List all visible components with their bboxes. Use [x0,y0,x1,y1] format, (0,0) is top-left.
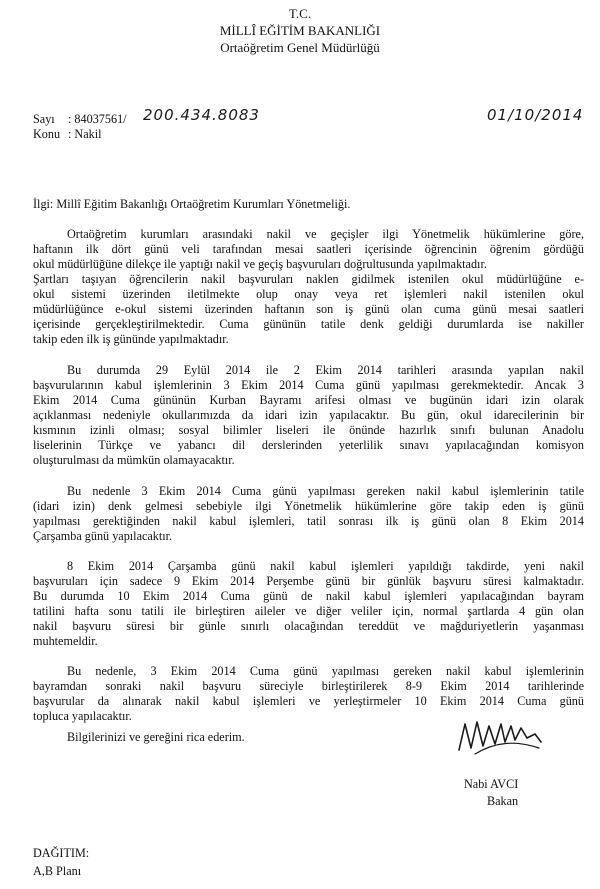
body-line: 8 Ekim 2014 Çarşamba günü nakil kabul işlemleri yapıldığı takdirde, yeni nakil [67,559,584,573]
body-line: Bu durumda 29 Eylül 2014 ile 2 Ekim 2014 tarihleri arasında yapılan nakil [67,363,584,377]
body-line: okul sistemi üzerinden iletilmekte olup onay veya ret işlemleri nakil istenilen okul [33,287,584,301]
body-line: Bu nedenle, 3 Ekim 2014 Cuma günü yapılması gereken nakil kabul işlemlerinin [67,664,584,678]
body-line: topluca yapılacaktır. [33,709,132,723]
header-directorate: Ortaöğretim Genel Müdürlüğü [220,40,380,55]
body-line: yapılması gerektiğinden nakil kabul işlemleri, tatil sonrası ilk iş günü olan 8 Ekim 2014 [33,514,584,528]
body-line: Bu nedenle 3 Ekim 2014 Cuma günü yapılması gereken nakil kabul işlemlerinin tatile [67,484,584,498]
distribution-label: DAĞITIM: [33,846,90,860]
body-line: içerisinde gerçekleştirilmektedir. Cuma gününün tatile denk geldiği durumlarda ise nakiller [33,317,584,331]
body-line: başvurular da alınarak nakil kabul işlemleri ve yerleştirmeler 10 Ekim 2014 Cuma günü [33,694,584,708]
body-line: Çarşamba günü yapılacaktır. [33,529,173,543]
konu-label: Konu [33,127,61,141]
sayi-handwritten-number: 200.434.8083 [143,106,260,124]
distribution-value: A,B Planı [33,864,82,878]
body-line: oluşturulması da mümkün olamayacaktır. [33,453,235,467]
body-line: Ekim 2014 Cuma gününün Kurban Bayramı arifesi olması ve bugünün idari izin olarak [33,393,584,407]
signatory-title: Bakan [487,794,519,808]
header-ministry: MİLLÎ EĞİTİM BAKANLIĞI [219,23,381,38]
body-line: açıklanması nedeniyle okullarımızda da idari izin yapılacaktır. Bu gün, okul idarecilerinin bir [33,408,584,422]
body-line: başvuruları için sadece 9 Ekim 2014 Perşembe günü bir günlük başvuru süresi kalmaktadır. [33,574,584,588]
sayi-prefix: : 84037561/ [68,112,127,126]
body-line: tatilini hafta sonu tatili ile birleştiren aileler ve diğer veliler için, normal şartlarda 4 gün olan [33,604,584,618]
body-line: takip eden ilk iş gününde yapılmaktadır. [33,332,229,346]
header-tc: T.C. [288,6,312,21]
body-line: nakil başvuru süresi bir günle sınırlı olacağından tereddüt ve mağduriyetlerin yaşanması [33,619,584,633]
signatory-name: Nabi AVCI [464,777,519,791]
body-line: muhtemeldir. [33,634,98,648]
sayi-label: Sayı [33,112,55,126]
body-line: haftanın ilk dört günü veli tarafından mesai saatleri içerisinde öğrencinin öğrenim gördüğü [33,242,584,256]
ilgi-reference: İlgi: Millî Eğitim Bakanlığı Ortaöğretim Kurumları Yönetmeliği. [33,197,351,211]
signature-scribble [455,712,545,762]
body-line: Bu durumda 10 Ekim 2014 Cuma günü de nakil kabul işlemleri yapılacağından bayram [33,589,584,603]
body-line: liselerinin Türkçe ve yabancı dil derslerinden yeterlilik sınavı yapılacağından komisyon [33,438,584,452]
body-line: bayramdan sonraki nakil başvuru süreciyle birleştirilerek 8-9 Ekim 2014 tarihlerinde [33,679,584,693]
body-line: başvurularının kabul işlemlerinin 3 Ekim 2014 Cuma günü yapılması gerekmektedir. Ancak 3 [33,378,584,392]
konu-value: : Nakil [68,127,102,141]
body-line: müdürlüğünce e-okul sistemi üzerinden haftanın son iş günü olan cuma günü mesai saatleri [33,302,584,316]
body-line: kısmının izinli olması; sosyal bilimler liseleri ile önünde hazırlık sınıfı bulunan Anadolu [33,423,584,437]
closing-line: Bilgilerinizi ve gereğini rica ederim. [67,730,245,744]
body-line: Ortaöğretim kurumları arasındaki nakil ve geçişler ilgi Yönetmelik hükümlerine göre, [67,227,584,241]
body-line: Şartları taşıyan öğrencilerin nakil başvuruları naklen gidilmek istenilen okul müdürlüğüne e- [33,272,584,286]
letter-date: 01/10/2014 [487,106,584,124]
body-line: (idari izin) denk gelmesi sebebiyle ilgi Yönetmelik hükümlerine göre takip eden iş günü [33,499,584,513]
body-line: okul müdürlüğüne dilekçe ile yaptığı nakil ve geçiş başvuruları doğrultusunda yapılmaktadır. [33,257,487,271]
